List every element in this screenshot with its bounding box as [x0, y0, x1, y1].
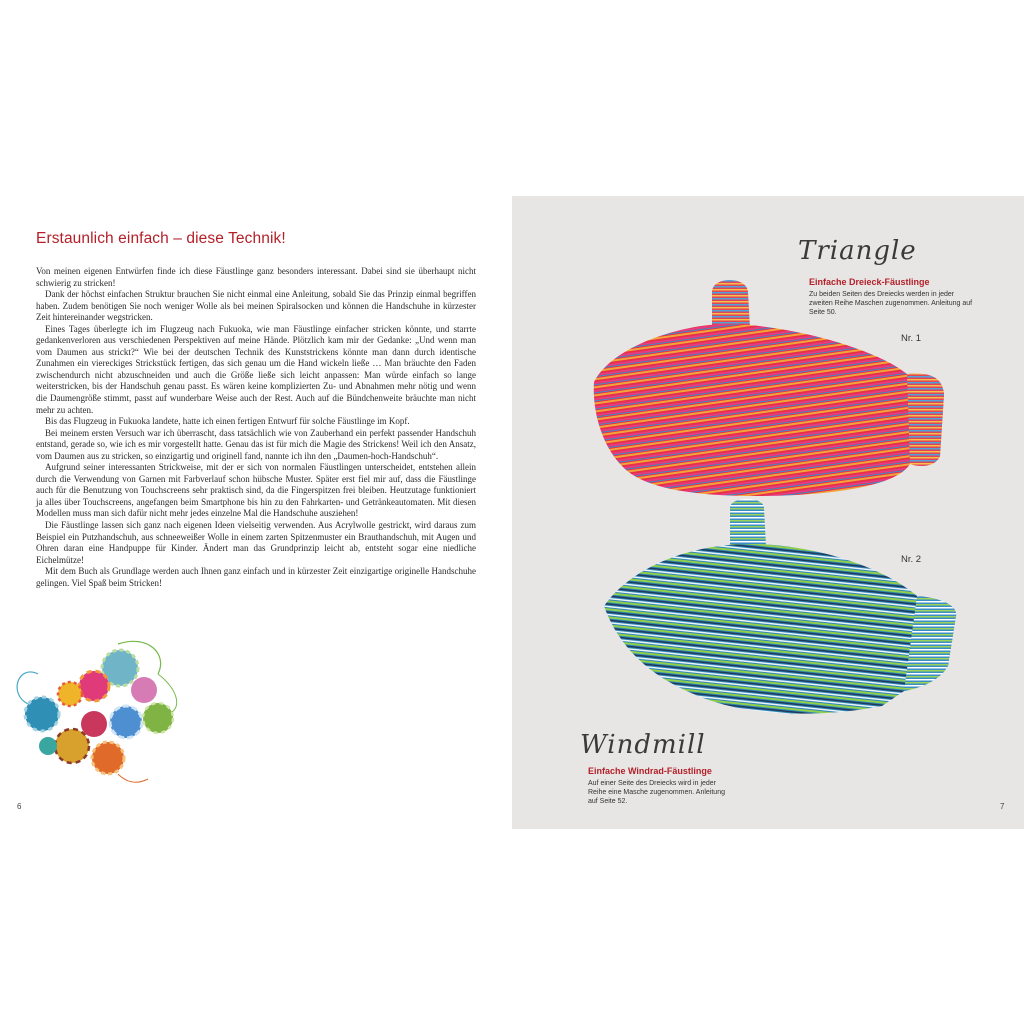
triangle-caption-text: Zu beiden Seiten des Dreiecks werden in jeder zweiten Reihe Maschen zugenommen. Anleitung auf Seite 50.: [809, 291, 973, 316]
paragraph: Bei meinem ersten Versuch war ich überrascht, dass tatsächlich wie von Zauberhand ein perfekt passender Handschuh entstand, gerade so, wie ich es mir vorgestellt hatte. Genau das ist für mich die Magie des Strickens! Weil ich den Ansatz, vom Daumen aus zu stricken, so einzigartig und originell fand, nannte ich ihn den „Daumen-hoch-Handschuh“.: [36, 427, 476, 461]
triangle-script-title: Triangle: [798, 236, 917, 266]
windmill-script-title: Windmill: [580, 730, 706, 760]
paragraph: Eines Tages überlegte ich im Flugzeug nach Fukuoka, wie man Fäustlinge einfacher stricken könnte, und starrte gedankenverloren aus verschiedenen Perspektiven auf meine Hände. Plötzlich kam mir der Gedanke: „Und wenn man vom Daumen aus strickt?“ Wie bei der deutschen Technik des Kunststrickens könnte man dann durch identische Zunahmen ein viereckiges Strickstück fertigen, das sich genau um die Hand wickeln ließe … Man bräuchte den Faden zwischendurch nicht abzuschneiden und auch die Größe ließe sich leicht anpassen: Man würde einfach so lange weiterstricken, bis der Handschuh genau passt. Es wären keine komplizierten Zu- und Abnahmen mehr nötig und wenn die Daumengröße stimmt, passt auf wunderbare Weise auch der Rest. Auch auf die Bündchenweite bräuchte man nicht mehr zu achten.: [36, 323, 476, 415]
triangle-caption: [809, 277, 979, 317]
right-page: [512, 196, 1024, 829]
triangle-caption-title: Einfache Dreieck-Fäustlinge: [809, 277, 930, 287]
paragraph: Von meinen eigenen Entwürfen finde ich diese Fäustlinge ganz besonders interessant. Dabei sind sie überhaupt nicht schwierig zu stricken!: [36, 266, 476, 288]
windmill-caption-title: Einfache Windrad-Fäustlinge: [588, 766, 712, 776]
page-heading: Erstaunlich einfach – diese Technik!: [36, 230, 286, 247]
label-nr-2: Nr. 2: [901, 554, 922, 565]
page-number-right: 7: [1000, 802, 1005, 811]
paragraph: Die Fäustlinge lassen sich ganz nach eigenen Ideen vielseitig verwenden. Aus Acrylwolle gestrickt, wird daraus zum Beispiel ein Putzhandschuh, aus schneeweißer Wolle in einem zarten Spitzenmuster ein Brauthandschuh, mit Augen und Ohren daran eine Handpuppe für Kinder. Ändert man das Grundprinzip leicht ab, entsteht sogar eine niedliche Eichelmütze!: [36, 520, 476, 565]
label-nr-1: Nr. 1: [901, 333, 922, 344]
body-text: [36, 266, 476, 589]
paragraph: Aufgrund seiner interessanten Strickweise, mit der er sich von normalen Fäustlingen unterscheidet, entstehen allein durch die Verwendung von Garnen mit Farbverlauf schon hübsche Muster. Später erst fiel mir auf, dass die Fäustlinge auch für die Benutzung von Touchscreens sehr praktisch sind, da die Fingerspitzen frei bleiben. Heutzutage funktioniert ja alles über Touchscreens, angefangen beim Smartphone bis hin zu den Fahrkarten- und Getränkeautomaten. Mit diesen Modellen muss man sich dafür nicht mehr jedes einzelne Mal die Handschuhe ausziehen!: [36, 462, 476, 519]
paragraph: Bis das Flugzeug in Fukuoka landete, hatte ich einen fertigen Entwurf für solche Fäustlinge im Kopf.: [45, 416, 410, 427]
paragraph: Mit dem Buch als Grundlage werden auch Ihnen ganz einfach und in kürzester Zeit einzigartige originelle Handschuhe gelingen. Viel Spaß beim Stricken!: [36, 566, 476, 588]
page-number-left: 6: [17, 802, 22, 811]
windmill-caption-text: Auf einer Seite des Dreiecks wird in jeder Reihe eine Masche zugenommen. Anleitung auf Seite 52.: [588, 780, 725, 805]
book-spread: [0, 196, 1024, 829]
yarn-balls-image: [8, 634, 188, 804]
left-page: [0, 196, 512, 829]
windmill-caption: [588, 766, 728, 806]
paragraph: Dank der höchst einfachen Struktur brauchen Sie nicht einmal eine Anleitung, sobald Sie das Prinzip einmal begriffen haben. Zudem benötigen Sie noch weniger Wolle als bei meinen Spiralsocken und können die Handschuhe in kürzester Zeit hintereinander wegstricken.: [36, 289, 476, 323]
